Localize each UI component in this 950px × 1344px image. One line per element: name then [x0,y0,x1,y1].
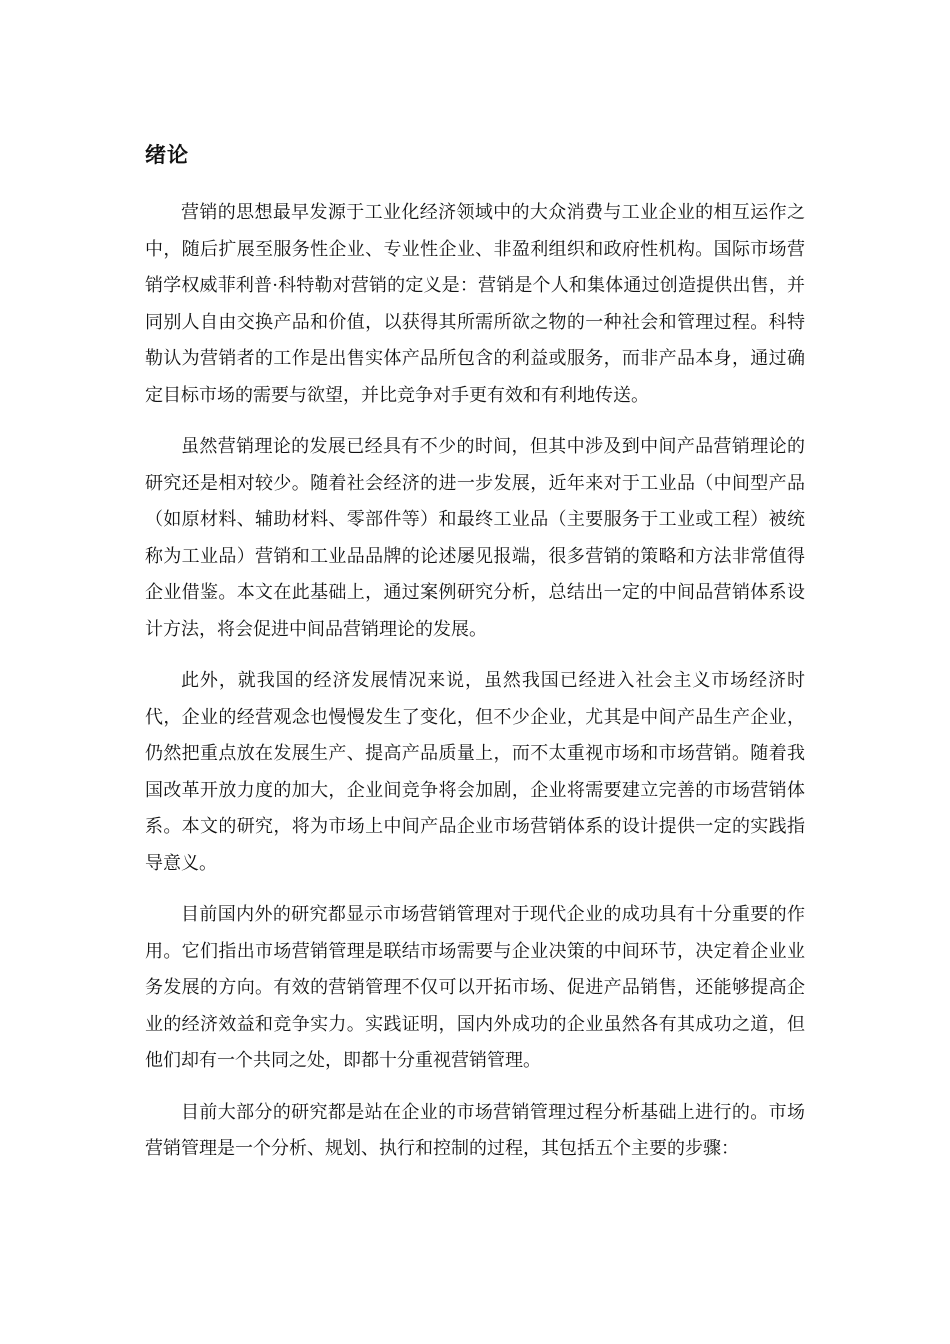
body-text [145,195,805,1183]
paragraph: 虽然营销理论的发展已经具有不少的时间，但其中涉及到中间产品营销理论的研究还是相对较少。随着社会经济的进一步发展，近年来对于工业品（中间型产品（如原材料、辅助材料、零部件等）和最终工业品（主要服务于工业或工程）被统称为工业品）营销和工业品品牌的论述屡见报端，很多营销的策略和方法非常值得企业借鉴。本文在此基础上，通过案例研究分析，总结出一定的中间品营销体系设计方法，将会促进中间品营销理论的发展。 [145,436,805,640]
paragraph: 此外，就我国的经济发展情况来说，虽然我国已经进入社会主义市场经济时代，企业的经营观念也慢慢发生了变化，但不少企业，尤其是中间产品生产企业，仍然把重点放在发展生产、提高产品质量上，而不太重视市场和市场营销。随着我国改革开放力度的加大，企业间竞争将会加剧，企业将需要建立完善的市场营销体系。本文的研究，将为市场上中间产品企业市场营销体系的设计提供一定的实践指导意义。 [145,670,805,874]
paragraph: 营销的思想最早发源于工业化经济领域中的大众消费与工业企业的相互运作之中，随后扩展至服务性企业、专业性企业、非盈利组织和政府性机构。国际市场营销学权威菲利普·科特勒对营销的定义是：营销是个人和集体通过创造提供出售，并同别人自由交换产品和价值，以获得其所需所欲之物的一种社会和管理过程。科特勒认为营销者的工作是出售实体产品所包含的利益或服务，而非产品本身，通过确定目标市场的需要与欲望，并比竞争对手更有效和有利地传送。 [145,202,805,406]
paragraph: 目前国内外的研究都显示市场营销管理对于现代企业的成功具有十分重要的作用。它们指出市场营销管理是联结市场需要与企业决策的中间环节，决定着企业业务发展的方向。有效的营销管理不仅可以开拓市场、促进产品销售，还能够提高企业的经济效益和竞争实力。实践证明，国内外成功的企业虽然各有其成功之道，但他们却有一个共同之处，即都十分重视营销管理。 [145,904,805,1071]
paragraph: 目前大部分的研究都是站在企业的市场营销管理过程分析基础上进行的。市场营销管理是一个分析、规划、执行和控制的过程，其包括五个主要的步骤： [145,1101,805,1159]
section-heading: 绪论 [145,143,189,167]
